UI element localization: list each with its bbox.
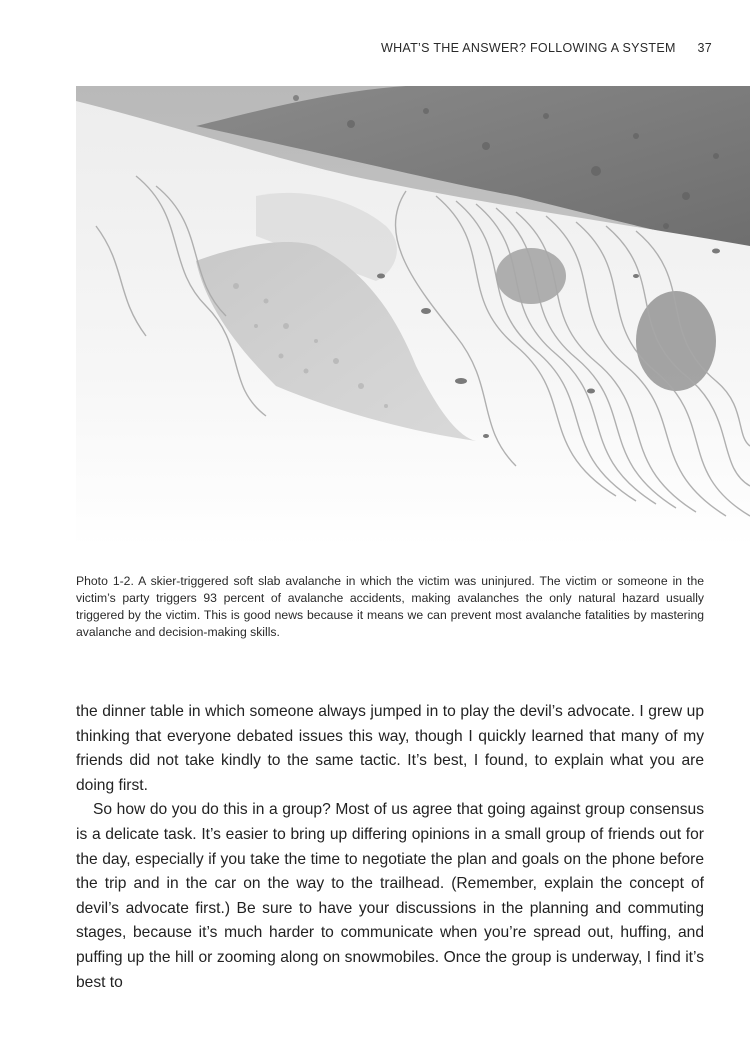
avalanche-photo-illustration xyxy=(76,86,750,548)
running-head xyxy=(381,41,712,55)
body-paragraph-2: So how do you do this in a group? Most of us agree that going against group consensus is a delicate task. It’s easier to bring up differing opinions in a small group of friends out for the day, especially if you take the time to negotiate the plan and goals on the phone before the trip and in the car on the way to the trailhead. (Remember, explain the concept of devil’s advocate first.) Be sure to have your discussions in the planning and commuting stages, because it’s much harder to communicate when you’re spread out, huffing, and puffing up the hill or zooming along on snowmobiles. Once the group is underway, I find it’s best to xyxy=(76,801,704,991)
page-number: 37 xyxy=(697,41,712,55)
body-text xyxy=(76,700,704,995)
running-title: WHAT’S THE ANSWER? FOLLOWING A SYSTEM xyxy=(380,41,676,55)
body-paragraph-1: the dinner table in which someone always jumped in to play the devil’s advocate. I grew up thinking that everyone debated issues this way, though I quickly learned that many of my friends did not take kindly to the same tactic. It’s best, I found, to explain what you are doing first. xyxy=(76,703,704,794)
photo-caption: Photo 1-2. A skier-triggered soft slab avalanche in which the victim was uninjured. The victim or someone in the victim’s party triggers 93 percent of avalanche accidents, making avalanches the only natural hazard usually triggered by the victim. This is good news because it means we can prevent most avalanche fatalities by mastering avalanche and decision-making skills. xyxy=(76,574,704,639)
avalanche-photo xyxy=(76,86,750,548)
